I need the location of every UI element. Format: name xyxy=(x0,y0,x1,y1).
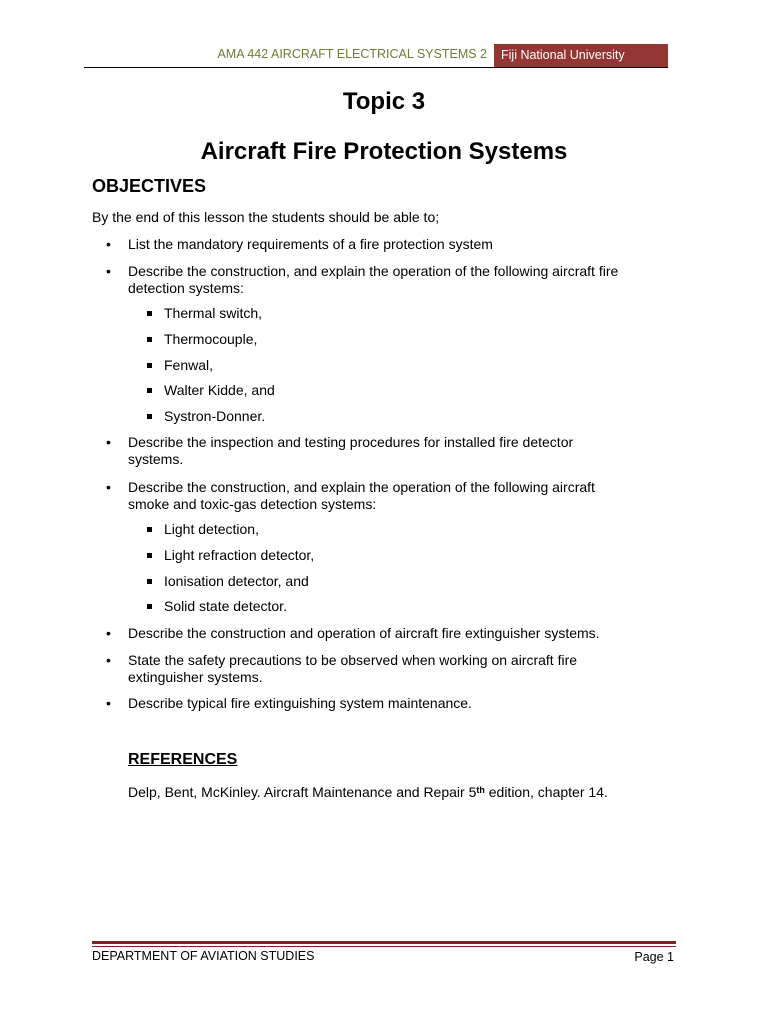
sub-bullet-square xyxy=(147,337,152,342)
sub-objective-item: Thermal switch, xyxy=(164,305,263,321)
sub-objective-item: Systron-Donner. xyxy=(164,408,266,425)
header-rule xyxy=(84,67,668,68)
sub-objective-item: Walter Kidde, and xyxy=(164,382,275,399)
sub-bullet-square xyxy=(147,527,152,532)
sub-objective-item: Solid state detector. xyxy=(164,598,287,615)
footer-page-number: Page 1 xyxy=(634,950,674,964)
objective-item-line: State the safety precautions to be observed when working on aircraft fire xyxy=(128,652,578,668)
references-heading: REFERENCES xyxy=(128,751,238,768)
bullet-dot: • xyxy=(106,434,111,450)
objective-item-line: Describe the construction, and explain the operation of the following aircraft fire xyxy=(128,263,619,279)
sub-objective-item: Ionisation detector, and xyxy=(164,572,309,589)
objective-item-line: Describe typical fire extinguishing system maintenance. xyxy=(128,695,472,711)
footer-rule-thick xyxy=(92,941,676,944)
objective-item-line: Describe the construction and operation of aircraft fire extinguisher systems. xyxy=(128,625,600,641)
bullet-dot: • xyxy=(106,236,111,252)
objectives-heading: OBJECTIVES xyxy=(92,176,207,196)
bullet-dot: • xyxy=(106,625,111,641)
reference-superscript: th xyxy=(476,785,485,795)
objective-item-line: systems. xyxy=(128,451,184,467)
reference-entry xyxy=(128,783,608,801)
sub-objective-item: Fenwal, xyxy=(164,356,214,373)
sub-bullet-square xyxy=(147,388,152,393)
sub-objective-item: Thermocouple, xyxy=(164,330,258,347)
objective-item-line: Describe the construction, and explain the operation of the following aircraft xyxy=(128,479,595,495)
objective-item-line: smoke and toxic-gas detection systems: xyxy=(128,496,377,512)
sub-bullet-square xyxy=(147,414,152,419)
reference-text-before: Delp, Bent, McKinley. Aircraft Maintenance and Repair 5 xyxy=(128,784,477,800)
sub-objective-item: Light refraction detector, xyxy=(164,546,315,563)
sub-bullet-square xyxy=(147,311,152,316)
footer-rule-thin xyxy=(92,946,676,947)
sub-objective-item: Light detection, xyxy=(164,521,259,537)
page-title: Aircraft Fire Protection Systems xyxy=(200,138,568,165)
bullet-dot: • xyxy=(106,695,111,711)
objective-item-line: detection systems: xyxy=(128,280,244,296)
header-university-badge: Fiji National University xyxy=(494,44,668,67)
reference-text-after: edition, chapter 14. xyxy=(484,784,608,800)
sub-bullet-square xyxy=(147,604,152,609)
intro-text: By the end of this lesson the students should be able to; xyxy=(92,209,440,225)
bullet-dot: • xyxy=(106,652,111,668)
topic-number: Topic 3 xyxy=(342,88,426,115)
sub-bullet-square xyxy=(147,553,152,558)
objective-item-line: Describe the inspection and testing procedures for installed fire detector xyxy=(128,434,574,450)
objective-item-line: List the mandatory requirements of a fire protection system xyxy=(128,236,493,252)
footer-department: DEPARTMENT OF AVIATION STUDIES xyxy=(92,949,315,963)
header-course-title: AMA 442 AIRCRAFT ELECTRICAL SYSTEMS 2 xyxy=(217,47,487,61)
objective-item-line: extinguisher systems. xyxy=(128,669,263,685)
bullet-dot: • xyxy=(106,263,111,279)
sub-bullet-square xyxy=(147,579,152,584)
bullet-dot: • xyxy=(106,479,111,495)
sub-bullet-square xyxy=(147,363,152,368)
